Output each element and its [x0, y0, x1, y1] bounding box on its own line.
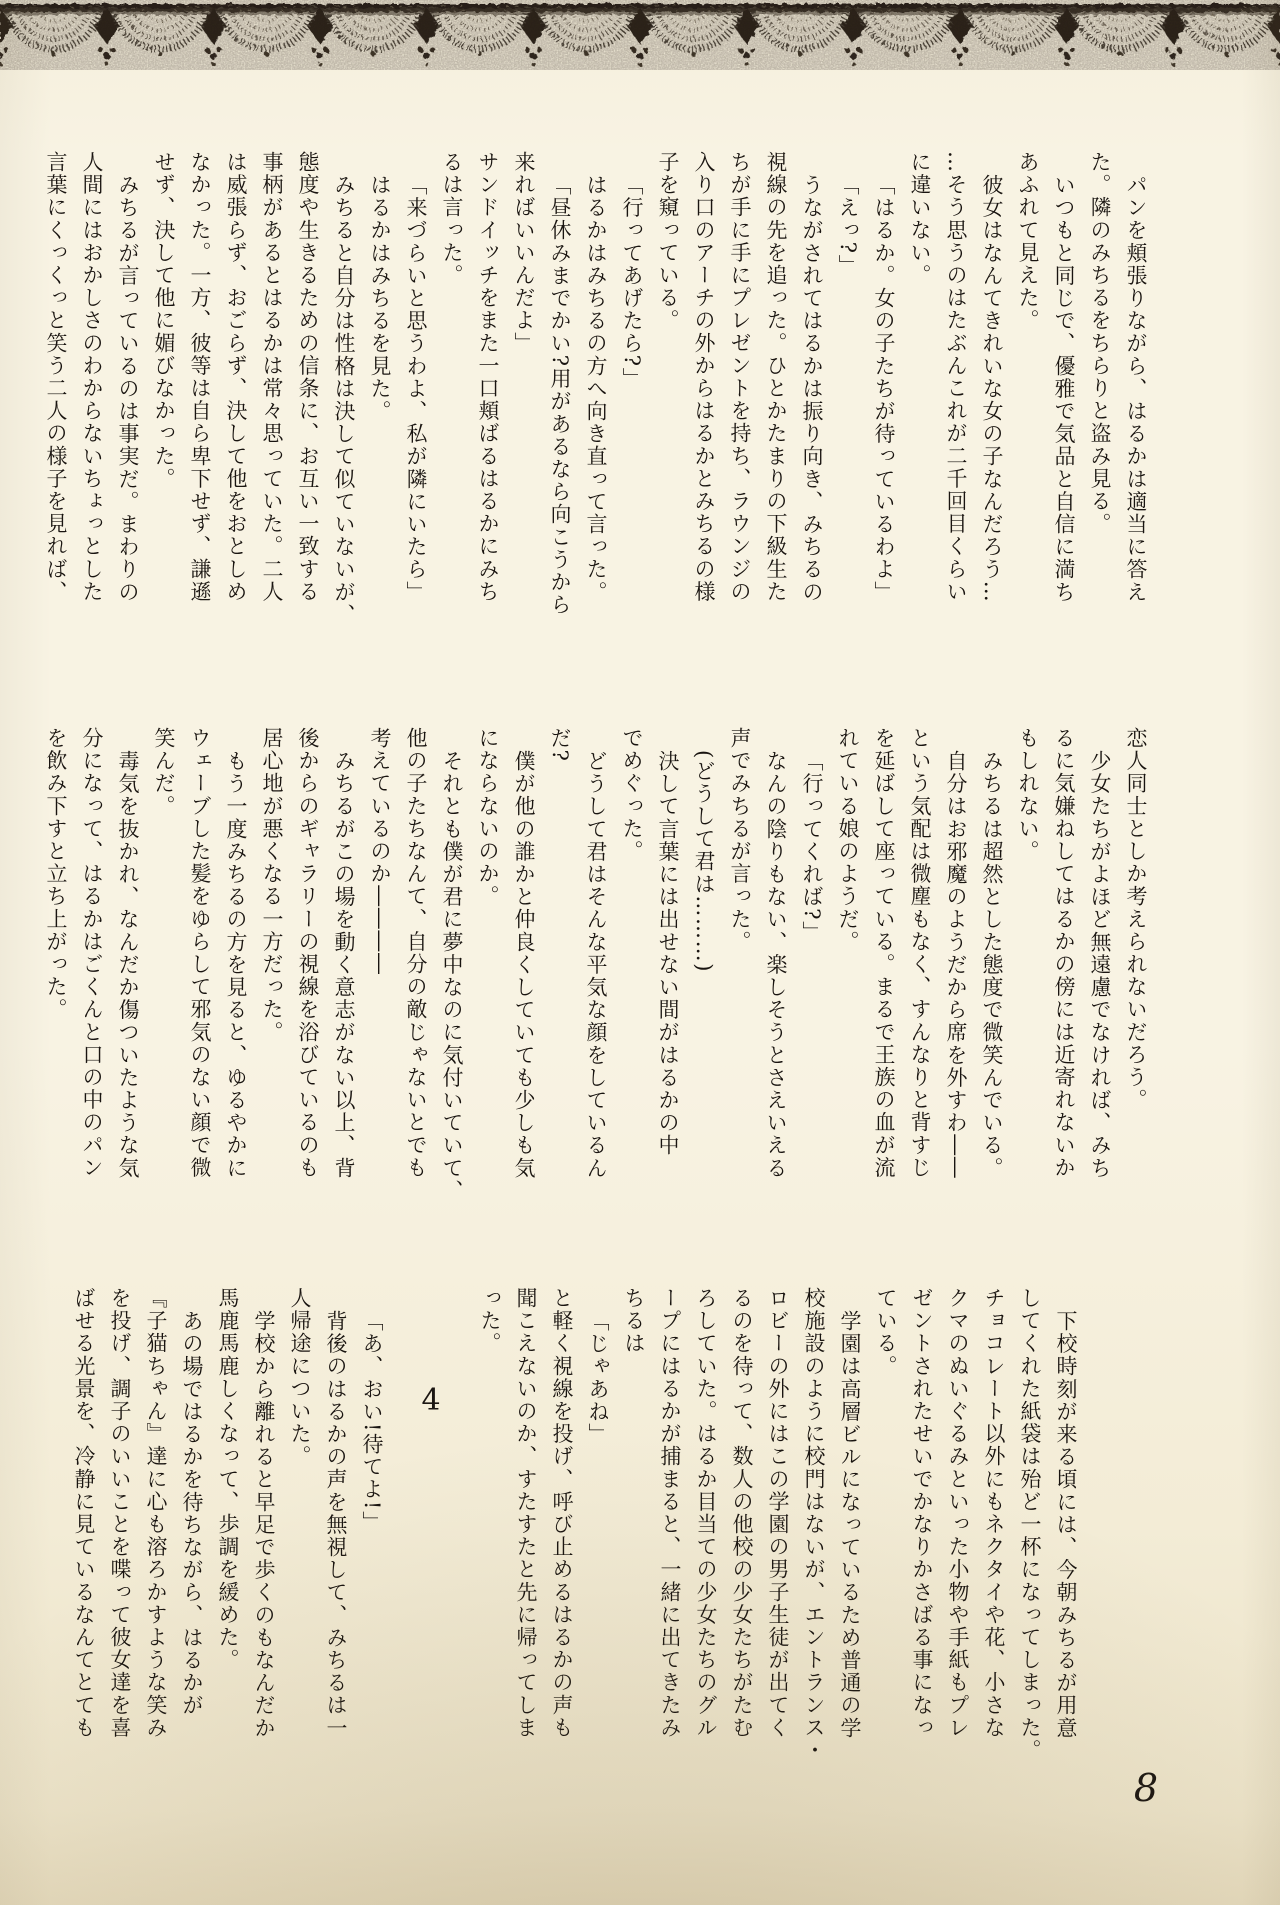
- text-column: を延ばして座っている。まるで王族の血が流: [872, 727, 896, 1179]
- text-column: チョコレート以外にもネクタイや花、小さな: [982, 1287, 1006, 1739]
- text-column: 少女たちがよほど無遠慮でなければ、みち: [1088, 750, 1112, 1180]
- text-column: もう一度みちるの方を見ると、ゆるやかに: [224, 750, 248, 1180]
- text-band-1: [38, 151, 1154, 665]
- text-column: を飲み下すと立ち上がった。: [44, 727, 68, 1021]
- text-column: た。隣のみちるをちらりと盗み見る。: [1088, 151, 1112, 536]
- text-column: 「来づらいと思うわよ、私が隣にいたら」: [404, 174, 428, 604]
- text-column: みちると自分は性格は決して似ていないが、: [332, 174, 356, 626]
- text-column: 人帰途についた。: [288, 1287, 312, 1468]
- text-column: 馬鹿馬鹿しくなって、歩調を緩めた。: [216, 1287, 240, 1672]
- text-column: でめぐった。: [620, 727, 644, 863]
- text-column: 『子猫ちゃん』達に心も溶ろかすような笑み: [144, 1287, 168, 1739]
- text-column: みちるがこの場を動く意志がない以上、背: [332, 750, 356, 1180]
- text-column: 「はるか。女の子たちが待っているわよ」: [872, 174, 896, 604]
- text-column: 決して言葉には出せない間がはるかの中: [656, 750, 680, 1157]
- text-column: 「行ってあげたら?」: [620, 174, 644, 391]
- text-column: ちるは: [622, 1287, 646, 1355]
- text-column: 事柄があるとはるかは常々思っていた。二人: [260, 151, 284, 603]
- text-column: 「昼休みまでかい?用があるなら向こうから: [548, 174, 572, 617]
- text-column: 他の子たちなんて、自分の敵じゃないとでも: [404, 727, 428, 1179]
- text-column: れている娘のようだ。: [836, 727, 860, 953]
- text-column: せず、決して他に媚びなかった。: [152, 151, 176, 490]
- text-column: 来ればいいんだよ」: [512, 151, 536, 355]
- text-column: 視線の先を追った。ひとかたまりの下級生た: [764, 151, 788, 603]
- text-column: るに気嫌ねしてはるかの傍には近寄れないか: [1052, 727, 1076, 1179]
- text-column: はるかはみちるを見た。: [368, 174, 392, 423]
- section-number: [390, 1287, 472, 1418]
- text-column: あふれて見えた。: [1016, 151, 1040, 332]
- text-column: ばせる光景を、冷静に見ているなんてとても: [72, 1287, 96, 1739]
- text-column: 「じゃあね」: [586, 1310, 610, 1446]
- text-column: ろしていた。はるか目当ての少女たちのグル: [694, 1287, 718, 1739]
- text-column: 「行ってくれば?」: [800, 750, 824, 944]
- lace-border-ornament: [0, 0, 1280, 96]
- text-column: みちるが言っているのは事実だ。まわりの: [116, 174, 140, 604]
- text-column: ちが手に手にプレゼントを持ち、ラウンジの: [728, 151, 752, 603]
- text-column: 人間にはおかしさのわからないちょっとした: [80, 151, 104, 603]
- text-column: ウェーブした髪をゆらして邪気のない顔で微: [188, 727, 212, 1179]
- text-column: という気配は微塵もなく、すんなりと背すじ: [908, 727, 932, 1179]
- text-column: った。: [478, 1287, 502, 1355]
- text-column: 言葉にくっくっと笑う二人の様子を見れば、: [44, 151, 68, 603]
- text-column: 態度や生きるための信条に、お互い一致する: [296, 151, 320, 603]
- text-column: もしれない。: [1016, 727, 1040, 863]
- text-column: 背後のはるかの声を無視して、みちるは一: [324, 1310, 348, 1740]
- text-column: ープにはるかが捕まると、一緒に出てきたみ: [658, 1287, 682, 1739]
- text-column: どうして君はそんな平気な顔をしているん: [584, 750, 608, 1180]
- text-column: 笑んだ。: [152, 727, 176, 818]
- text-column: それとも僕が君に夢中なのに気付いていて、: [440, 750, 464, 1202]
- text-column: 子を窺っている。: [656, 151, 680, 332]
- text-column: 考えているのか――――: [368, 727, 392, 976]
- text-column: と軽く視線を投げ、呼び止めるはるかの声も: [550, 1287, 574, 1739]
- text-column: ロビーの外にはこの学園の男子生徒が出てく: [766, 1287, 790, 1739]
- text-column: あの場ではるかを待ちながら、はるかが: [180, 1310, 204, 1717]
- text-column: パンを頬張りながら、はるかは適当に答え: [1124, 174, 1148, 604]
- text-column: を投げ、調子のいいことを喋って彼女達を喜: [108, 1287, 132, 1739]
- text-column: ている。: [874, 1287, 898, 1378]
- text-column: なかった。一方、彼等は自ら卑下せず、謙遜: [188, 151, 212, 603]
- text-column: 恋人同士としか考えられないだろう。: [1124, 727, 1148, 1112]
- text-column: 学校から離れると早足で歩くのもなんだか: [252, 1310, 276, 1740]
- text-column: 聞こえないのか、すたすたと先に帰ってしま: [514, 1287, 538, 1739]
- text-column: 後からのギャラリーの視線を浴びているのも: [296, 727, 320, 1179]
- text-column: 学園は高層ビルになっているため普通の学: [838, 1310, 862, 1740]
- text-column: ゼントされたせいでかなりかさばる事になっ: [910, 1287, 934, 1739]
- text-column: 校施設のように校門はないが、エントランス・: [802, 1287, 826, 1762]
- text-column: 「あ、おい!待てよ!」: [360, 1310, 384, 1534]
- text-column: いつもと同じで、優雅で気品と自信に満ち: [1052, 174, 1076, 604]
- text-column: だ?: [548, 727, 572, 763]
- text-column: なんの陰りもない、楽しそうとさえいえる: [764, 750, 788, 1180]
- text-column: …そう思うのはたぶんこれが二千回目くらい: [944, 151, 968, 603]
- page-number: 8: [1133, 1766, 1158, 1810]
- text-column: は威張らず、おごらず、決して他をおとしめ: [224, 151, 248, 603]
- text-column: 「えっ?」: [836, 174, 860, 278]
- text-column: るは言った。: [440, 151, 464, 287]
- text-column: に違いない。: [908, 151, 932, 287]
- text-column: はるかはみちるの方へ向き直って言った。: [584, 174, 608, 604]
- text-column: サンドイッチをまた一口頬ばるはるかにみち: [476, 151, 500, 603]
- text-column: るのを待って、数人の他校の少女たちがたむ: [730, 1287, 754, 1739]
- text-column: うながされてはるかは振り向き、みちるの: [800, 174, 824, 604]
- text-column: 分になって、はるかはごくんと口の中のパン: [80, 727, 104, 1179]
- text-column: 僕が他の誰かと仲良くしていても少しも気: [512, 750, 536, 1180]
- text-column: 入り口のアーチの外からはるかとみちるの様: [692, 151, 716, 603]
- text-column: クマのぬいぐるみといった小物や手紙もプレ: [946, 1287, 970, 1739]
- text-band-3: [66, 1287, 1084, 1801]
- text-band-2: [38, 727, 1154, 1241]
- text-column: みちるは超然とした態度で微笑んでいる。: [980, 750, 1004, 1180]
- text-column: (どうして君は………): [692, 750, 716, 973]
- text-column: 毒気を抜かれ、なんだか傷ついたような気: [116, 750, 140, 1180]
- section-number-value: 4: [421, 1383, 441, 1418]
- text-column: 彼女はなんてきれいな女の子なんだろう…: [980, 174, 1004, 604]
- text-column: にならないのか。: [476, 727, 500, 908]
- text-column: 自分はお邪魔のようだから席を外すわ――: [944, 750, 968, 1180]
- text-column: 居心地が悪くなる一方だった。: [260, 727, 284, 1044]
- text-column: 下校時刻が来る頃には、今朝みちるが用意: [1054, 1310, 1078, 1740]
- text-column: してくれた紙袋は殆ど一杯になってしまった。: [1018, 1287, 1042, 1762]
- text-column: 声でみちるが言った。: [728, 727, 752, 953]
